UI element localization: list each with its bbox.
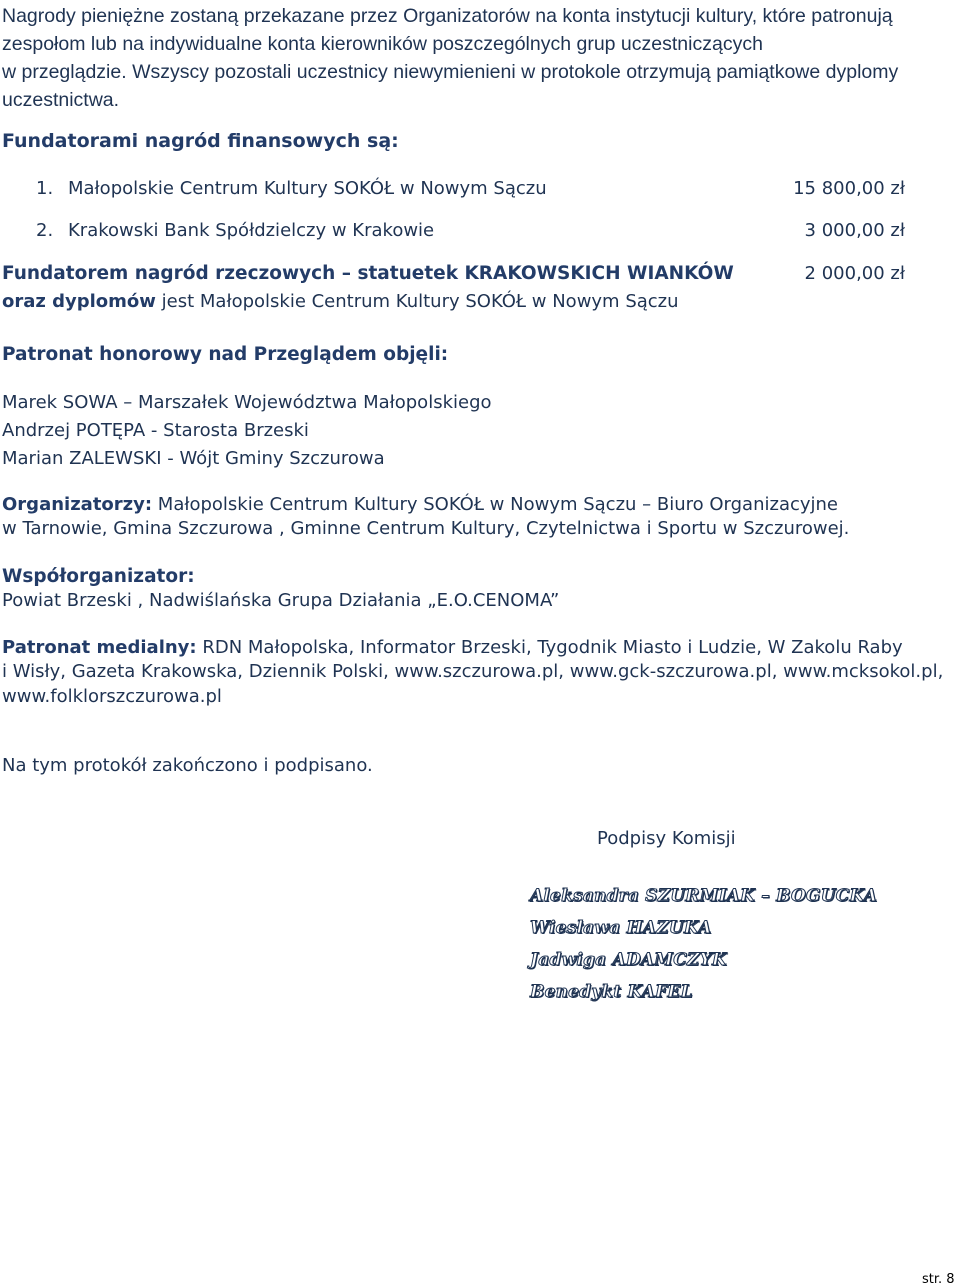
funder-name: Krakowski Bank Spółdzielczy w Krakowie [68, 220, 435, 241]
page-number: str. 8 [922, 1272, 955, 1287]
funder-amount: 15 800,00 zł [793, 178, 905, 199]
coorganizer-label: Współorganizator: [2, 566, 195, 587]
media-line3: www.folklorszczurowa.pl [2, 686, 222, 707]
material-prizes-line2 [2, 291, 679, 312]
signature-name: Aleksandra SZURMIAK – BOGUCKA [530, 886, 878, 906]
coorganizer-text: Powiat Brzeski , Nadwiślańska Grupa Działania „E.O.CENOMA” [2, 590, 560, 611]
closing-statement: Na tym protokół zakończono i podpisano. [2, 755, 373, 776]
funder-amount: 3 000,00 zł [804, 220, 905, 241]
funder-number: 1. [36, 178, 54, 199]
organizers-text: Małopolskie Centrum Kultury SOKÓŁ w Nowym Sączu – Biuro Organizacyjne [152, 494, 839, 515]
intro-line: Nagrody pieniężne zostaną przekazane przez Organizatorów na konta instytucji kultury, które patronują [2, 5, 893, 27]
patron-person: Marian ZALEWSKI - Wójt Gminy Szczurowa [2, 448, 385, 469]
patron-person: Andrzej POTĘPA - Starosta Brzeski [2, 420, 309, 441]
material-prizes-line1: Fundatorem nagród rzeczowych – statuetek KRAKOWSKICH WIANKÓW [2, 263, 734, 284]
signature-name: Jadwiga ADAMCZYK [530, 950, 727, 970]
funders-heading: Fundatorami nagród finansowych są: [2, 130, 399, 152]
intro-paragraph [2, 2, 956, 114]
intro-line: zespołom lub na indywidualne konta kierowników poszczególnych grup uczestniczących [2, 33, 763, 55]
organizers-line2: w Tarnowie, Gmina Szczurowa , Gminne Centrum Kultury, Czytelnictwa i Sportu w Szczurowej. [2, 518, 850, 539]
media-line1 [2, 637, 903, 658]
media-text: RDN Małopolska, Informator Brzeski, Tygodnik Miasto i Ludzie, W Zakolu Raby [196, 637, 903, 658]
media-label: Patronat medialny: [2, 637, 197, 658]
organizers-label: Organizatorzy: [2, 494, 153, 515]
organizers-line1 [2, 494, 838, 515]
patron-person: Marek SOWA – Marszałek Województwa Małopolskiego [2, 392, 492, 413]
intro-line: uczestnictwa. [2, 89, 120, 111]
signature-name: Benedykt KAFEL [530, 982, 693, 1002]
signatures-heading: Podpisy Komisji [597, 828, 736, 849]
intro-line: w przeglądzie. Wszyscy pozostali uczestnicy niewymienieni w protokole otrzymują pamiątkowe dyplomy [2, 61, 899, 83]
material-prizes-amount: 2 000,00 zł [804, 263, 905, 284]
patronage-heading: Patronat honorowy nad Przeglądem objęli: [2, 344, 449, 365]
material-prizes-rest: jest Małopolskie Centrum Kultury SOKÓŁ w Nowym Sączu [155, 291, 679, 312]
media-line2: i Wisły, Gazeta Krakowska, Dziennik Polski, www.szczurowa.pl, www.gck-szczurowa.pl, www.mcksokol.pl, [2, 661, 944, 682]
material-prizes-bold: oraz dyplomów [2, 291, 156, 312]
signature-name: Wiesława HAZUKA [530, 918, 712, 938]
funder-name: Małopolskie Centrum Kultury SOKÓŁ w Nowym Sączu [68, 178, 547, 199]
funder-number: 2. [36, 220, 54, 241]
